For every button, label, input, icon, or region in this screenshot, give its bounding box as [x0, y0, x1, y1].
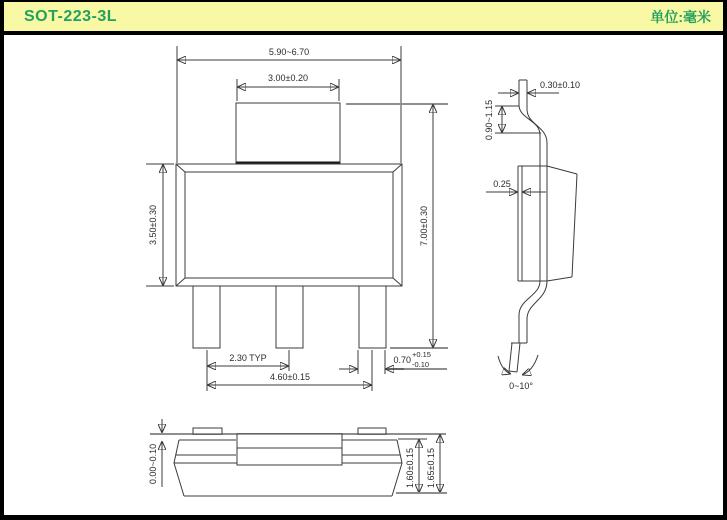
dim-tab-width-label: 3.00±0.20: [268, 73, 308, 83]
dim-overall-length-label: 7.00±0.30: [419, 206, 429, 246]
bevel: [393, 278, 402, 286]
dim-lead-width-minus-tol: -0.10: [412, 360, 430, 369]
body-bottom-slant: [547, 277, 572, 281]
body-left-edge: [174, 440, 184, 496]
dim-body-height-label: 1.60±0.15: [405, 448, 415, 488]
lower-lead-left-edge: [519, 281, 540, 343]
dim-shoulder-label: 0.90~1.15: [484, 99, 494, 141]
bevel: [176, 278, 185, 286]
dim-overall-width-label: 5.90~6.70: [268, 47, 310, 57]
page-border-right: [723, 0, 727, 520]
foot-right-edge: [517, 343, 520, 372]
dim-lead-width-plus-tol: +0.15: [412, 350, 431, 359]
lead-2: [276, 286, 303, 348]
package-title: SOT-223-3L: [24, 7, 118, 25]
page-border-left: [0, 0, 4, 520]
lead-foot-right: [358, 428, 386, 434]
front-view: [148, 419, 447, 496]
top-view: [146, 46, 448, 391]
dim-lead-span-label: 4.60±0.15: [270, 372, 310, 382]
body-inner-outline: [185, 172, 393, 278]
dim-overall-height-label: 1.65±0.15: [426, 448, 436, 488]
dim-lead-pitch-label: 2.30 TYP: [229, 353, 267, 363]
unit-label: 单位:毫米: [650, 8, 711, 25]
dim-lead-thickness-label: 0.30±0.10: [540, 80, 580, 90]
lead-foot-left: [193, 428, 222, 434]
body-outline: [176, 164, 402, 286]
page-border-bottom: [0, 515, 727, 520]
dim-foot-angle-label: 0~10°: [509, 381, 533, 391]
dim-lead-width-label: 0.70: [393, 355, 411, 365]
foot-tip: [509, 371, 517, 372]
tab-outline: [236, 103, 340, 163]
body-top-slant: [547, 166, 577, 174]
bevel: [176, 164, 185, 172]
body-right-edge: [392, 440, 402, 496]
tab-front-outline: [237, 434, 342, 465]
body-right-face: [572, 174, 577, 277]
bevel: [393, 164, 402, 172]
dim-lead-offset-label: 0.25: [493, 179, 511, 189]
dim-body-width-label: 3.50±0.30: [148, 205, 158, 245]
page-border-top: [0, 0, 727, 2]
lead-3: [359, 286, 386, 348]
side-view: [484, 80, 580, 391]
dim-standoff-label: 0.00~0.10: [148, 443, 158, 485]
lead-1: [193, 286, 220, 348]
angle-arc-right: [522, 355, 538, 375]
foot-left-edge: [509, 343, 512, 371]
